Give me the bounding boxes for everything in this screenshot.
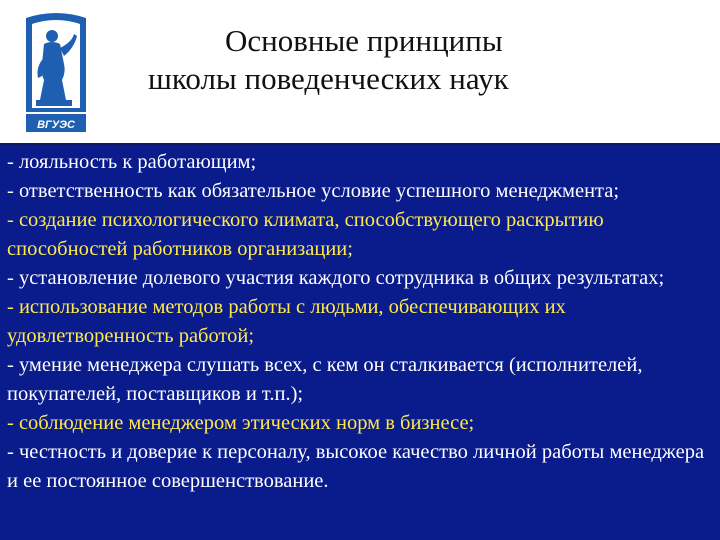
university-logo (22, 12, 90, 134)
title-line-2: школы поведенческих наук (148, 61, 509, 96)
principle-item: - ответственность как обязательное условие успешного менеджмента; (7, 180, 620, 202)
principle-item: - лояльность к работающим; (7, 151, 257, 173)
principle-item: - установление долевого участия каждого сотрудника в общих результатах; (7, 267, 665, 289)
principles-list (7, 148, 717, 496)
principles-panel (0, 145, 720, 540)
slide-title (110, 22, 650, 98)
slide-header (0, 0, 720, 145)
statue-icon (22, 12, 90, 134)
principle-item: - честность и доверие к персоналу, высокое качество личной работы менеджера и ее постоянное совершенствование. (7, 441, 705, 492)
principle-item: - умение менеджера слушать всех, с кем он сталкивается (исполнителей, покупателей, поставщиков и т.п.); (7, 354, 643, 405)
principle-item: - создание психологического климата, способствующего раскрытию способностей работников организации; (7, 209, 604, 260)
principle-item: - соблюдение менеджером этических норм в бизнесе; (7, 412, 475, 434)
principle-item: - использование методов работы с людьми, обеспечивающих их удовлетворенность работой; (7, 296, 566, 347)
logo-text: ВГУЭС (37, 119, 75, 131)
title-line-1: Основные принципы (225, 23, 503, 58)
